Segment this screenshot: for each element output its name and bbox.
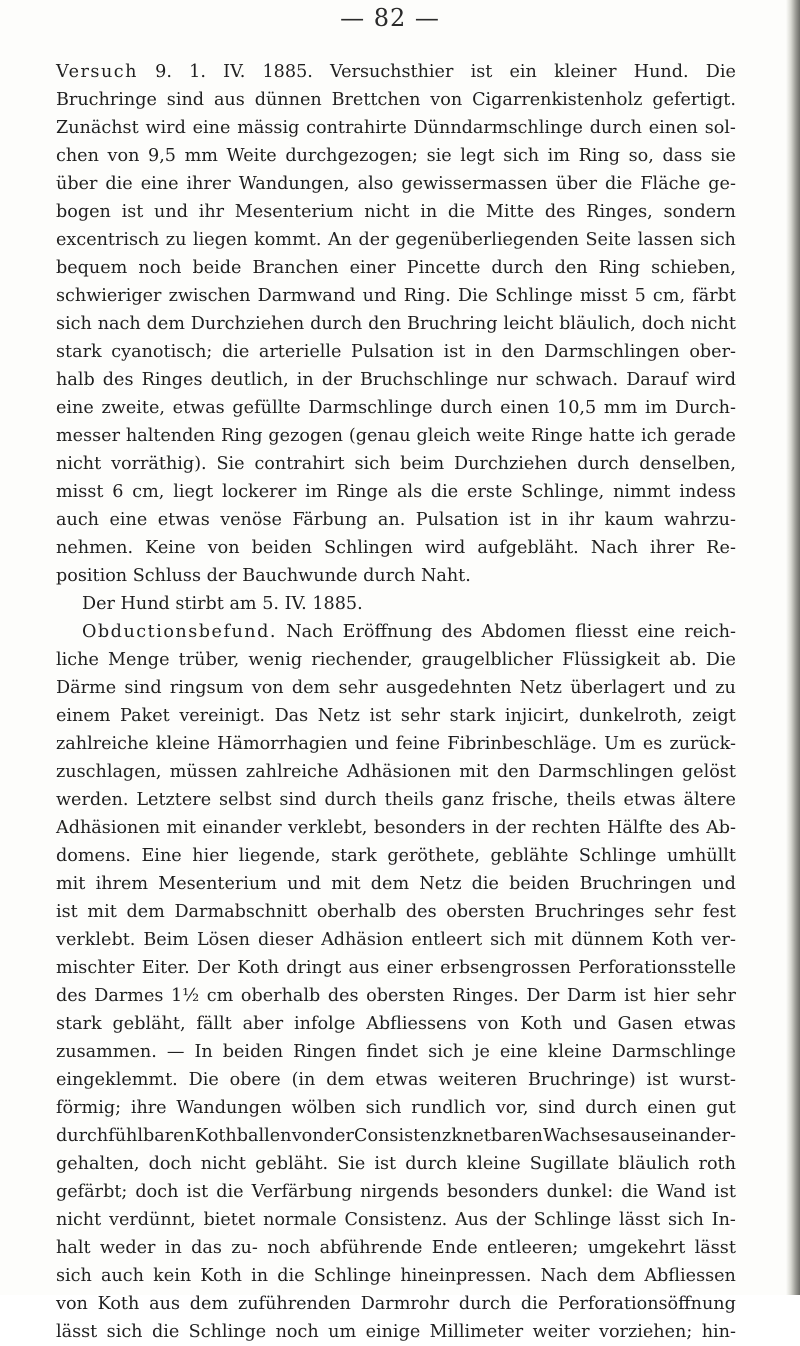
text-line: zahlreiche kleine Hämorrhagien und feine Fibrinbeschläge. Um es zurück- <box>56 734 736 754</box>
text-line: einem Paket vereinigt. Das Netz ist sehr stark injicirt, dunkelroth, zeigt <box>56 706 736 726</box>
text-line: ist mit dem Darmabschnitt oberhalb des obersten Bruchringes sehr fest <box>56 902 736 922</box>
text-line: durchfühlbaren Kothballen von der Consistenz knetbaren Wachses auseinander- <box>56 1126 736 1146</box>
text-line: zuschlagen, müssen zahlreiche Adhäsionen mit den Darmschlingen gelöst <box>56 762 736 782</box>
text-line: mischter Eiter. Der Koth dringt aus einer erbsengrossen Perforationsstelle <box>56 958 736 978</box>
text-line: lässt sich die Schlinge noch um einige Millimeter weiter vorziehen; hin- <box>56 1322 736 1342</box>
text-line: zusammen. — In beiden Ringen findet sich je eine kleine Darmschlinge <box>56 1042 736 1062</box>
text-line: gefärbt; doch ist die Verfärbung nirgends besonders dunkel: die Wand ist <box>56 1182 736 1202</box>
text-line: position Schluss der Bauchwunde durch Naht. <box>56 566 471 586</box>
text-line: werden. Letztere selbst sind durch theils ganz frische, theils etwas ältere <box>56 790 736 810</box>
text-line: halt weder in das zu- noch abführende Ende entleeren; umgekehrt lässt <box>56 1238 736 1258</box>
text-line: von Koth aus dem zuführenden Darmrohr durch die Perforationsöffnung <box>56 1294 736 1314</box>
body-text <box>56 58 736 1346</box>
text-line: excentrisch zu liegen kommt. An der gegenüberliegenden Seite lassen sich <box>56 230 736 250</box>
text-line: liche Menge trüber, wenig riechender, graugelblicher Flüssigkeit ab. Die <box>56 650 736 670</box>
text-line: Versuch 9. 1. IV. 1885. Versuchsthier ist ein kleiner Hund. Die <box>56 62 736 82</box>
text-line: Adhäsionen mit einander verklebt, besonders in der rechten Hälfte des Ab- <box>56 818 736 838</box>
page-number-header: — 82 — <box>340 4 440 32</box>
text-line: bequem noch beide Branchen einer Pincette durch den Ring schieben, <box>56 258 736 278</box>
text-line: sich nach dem Durchziehen durch den Bruchring leicht bläulich, doch nicht <box>56 314 736 334</box>
text-line: eingeklemmt. Die obere (in dem etwas weiteren Bruchringe) ist wurst- <box>56 1070 736 1090</box>
text-line: halb des Ringes deutlich, in der Bruchschlinge nur schwach. Darauf wird <box>56 370 736 390</box>
text-line: verklebt. Beim Lösen dieser Adhäsion entleert sich mit dünnem Koth ver- <box>56 930 736 950</box>
paragraph-start: Obductionsbefund. Nach Eröffnung des Abdomen fliesst eine reich- <box>82 622 736 642</box>
text-line: schwieriger zwischen Darmwand und Ring. Die Schlinge misst 5 cm, färbt <box>56 286 736 306</box>
text-line: stark cyanotisch; die arterielle Pulsation ist in den Darmschlingen ober- <box>56 342 736 362</box>
text-line: misst 6 cm, liegt lockerer im Ringe als die erste Schlinge, nimmt indess <box>56 482 736 502</box>
text-line: nicht vorräthig). Sie contrahirt sich beim Durchziehen durch denselben, <box>56 454 736 474</box>
text-line: sich auch kein Koth in die Schlinge hineinpressen. Nach dem Abfliessen <box>56 1266 736 1286</box>
text-line: eine zweite, etwas gefüllte Darmschlinge durch einen 10,5 mm im Durch- <box>56 398 736 418</box>
text-line: nicht verdünnt, bietet normale Consistenz. Aus der Schlinge lässt sich In- <box>56 1210 736 1230</box>
text-line: mit ihrem Mesenterium und mit dem Netz die beiden Bruchringen und <box>56 874 736 894</box>
text-line: Därme sind ringsum von dem sehr ausgedehnten Netz überlagert und zu <box>56 678 736 698</box>
text-line: bogen ist und ihr Mesenterium nicht in die Mitte des Ringes, sondern <box>56 202 736 222</box>
text-line: gehalten, doch nicht gebläht. Sie ist durch kleine Sugillate bläulich roth <box>56 1154 736 1174</box>
text-line: auch eine etwas venöse Färbung an. Pulsation ist in ihr kaum wahrzu- <box>56 510 736 530</box>
page-binding-shadow <box>786 0 800 1295</box>
text-line: domens. Eine hier liegende, stark geröthete, geblähte Schlinge umhüllt <box>56 846 736 866</box>
text-line: messer haltenden Ring gezogen (genau gleich weite Ringe hatte ich gerade <box>56 426 736 446</box>
text-line: Zunächst wird eine mässig contrahirte Dünndarmschlinge durch einen sol- <box>56 118 736 138</box>
text-line: chen von 9,5 mm Weite durchgezogen; sie legt sich im Ring so, dass sie <box>56 146 736 166</box>
text-line: des Darmes 1½ cm oberhalb des obersten Ringes. Der Darm ist hier sehr <box>56 986 736 1006</box>
text-line: über die eine ihrer Wandungen, also gewissermassen über die Fläche ge- <box>56 174 736 194</box>
text-line: Bruchringe sind aus dünnen Brettchen von Cigarrenkistenholz gefertigt. <box>56 90 736 110</box>
text-line: förmig; ihre Wandungen wölben sich rundlich vor, sind durch einen gut <box>56 1098 736 1118</box>
paragraph-start: Der Hund stirbt am 5. IV. 1885. <box>82 594 363 614</box>
text-line: nehmen. Keine von beiden Schlingen wird aufgebläht. Nach ihrer Re- <box>56 538 736 558</box>
text-line: stark gebläht, fällt aber infolge Abfliessens von Koth und Gasen etwas <box>56 1014 736 1034</box>
